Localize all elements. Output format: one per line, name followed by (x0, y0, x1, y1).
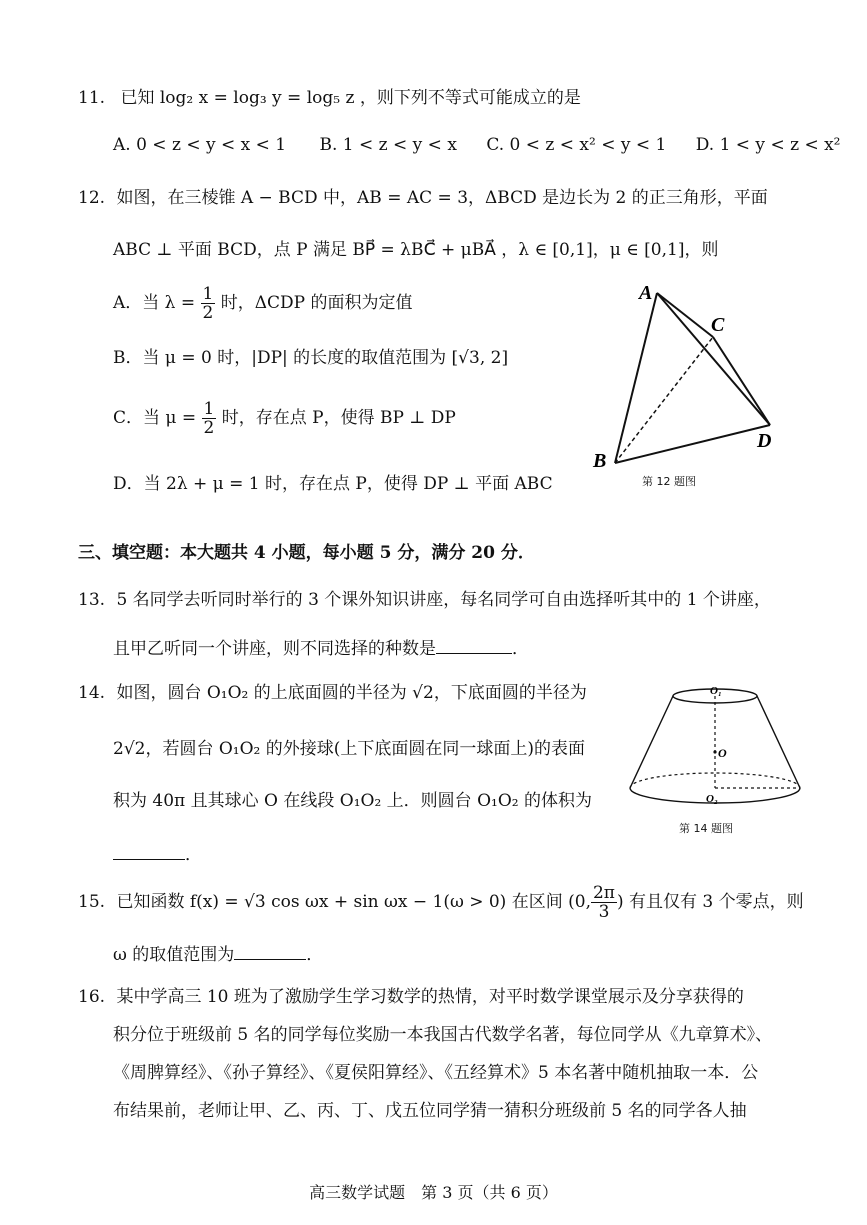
q11-option-a: A. 0 < z < y < x < 1 (113, 135, 287, 155)
vertex-d-label: D (757, 430, 772, 452)
q11-stem-line (78, 86, 581, 110)
q15-line-2 (113, 941, 323, 967)
q16-line-4 (113, 1099, 747, 1123)
q12-stem-1: 如图，在三棱锥 A − BCD 中，AB = AC = 3，ΔBCD 是边长为 2 的正三角形，平面 (116, 188, 768, 208)
q11-option-d: D. 1 < y < z < x² (695, 135, 841, 155)
edge-cd (713, 337, 770, 425)
vertex-c-label: C (711, 314, 725, 336)
vertex-b-label: B (593, 450, 607, 472)
fraction-two-pi-over-three (591, 884, 617, 921)
q14-line-1 (78, 681, 587, 705)
o2-label: O₂ (706, 793, 718, 805)
q15-period: ． (306, 945, 324, 965)
q13-stem-2: 且甲乙听同一个讲座，则不同选择的种数是 (113, 639, 436, 659)
q14-answer-blank[interactable] (113, 841, 185, 860)
q12-option-c-post: 时，存在点 P，使得 BP ⊥ DP (221, 408, 456, 428)
q12-option-a (113, 283, 413, 323)
q15-line-1 (78, 882, 804, 922)
left-generatrix (630, 696, 673, 788)
q14-line-4 (113, 841, 202, 867)
q15-stem-2: ω 的取值范围为 (113, 945, 235, 965)
q14-number: 14. (78, 683, 106, 703)
q12-option-d (113, 472, 553, 496)
right-generatrix (757, 696, 800, 788)
q13-line-1 (78, 588, 771, 612)
q13-period: ． (512, 639, 529, 659)
q11-stem: 已知 log₂ x = log₃ y = log₅ z ，则下列不等式可能成立的是 (120, 88, 581, 108)
fraction-half (201, 285, 216, 322)
q11-option-b: B. 1 < z < y < x (319, 135, 457, 155)
q16-line-3 (113, 1061, 758, 1085)
q12-line-2 (113, 238, 718, 262)
fraction-denominator: 2 (202, 303, 214, 323)
q12-option-c (113, 398, 456, 438)
o-label: O (718, 746, 727, 760)
q14-period: ． (185, 845, 202, 865)
q12-option-d-text: D．当 2λ + μ = 1 时，存在点 P，使得 DP ⊥ 平面 ABC (113, 474, 553, 494)
q14-line-2 (113, 737, 585, 761)
q14-stem-2: 2√2，若圆台 O₁O₂ 的外接球(上下底面圆在同一球面上)的表面 (113, 739, 586, 759)
q15-stem-1-pre: 已知函数 f(x) = √3 cos ωx + sin ωx − 1(ω > 0) 在区间 (0, (116, 892, 591, 912)
q12-option-b (113, 346, 508, 370)
q13-line-2 (113, 635, 529, 661)
q12-option-c-pre: C．当 μ = (113, 408, 197, 428)
q12-number: 12. (78, 188, 106, 208)
q14-stem-3: 积为 40π 且其球心 O 在线段 O₁O₂ 上．则圆台 O₁O₂ 的体积为 (113, 791, 592, 811)
q14-figure-caption: 第 14 题图 (679, 822, 733, 835)
q14-line-3 (113, 789, 592, 813)
fraction-denominator: 3 (598, 902, 610, 922)
q11-number: 11. (78, 88, 106, 108)
fraction-numerator: 1 (202, 284, 214, 304)
edge-ab (615, 293, 657, 463)
q16-stem-1: 某中学高三 10 班为了激励学生学习数学的热情，对平时数学课堂展示及分享获得的 (116, 987, 744, 1007)
q12-tetrahedron-figure (585, 275, 790, 475)
q14-stem-1: 如图，圆台 O₁O₂ 的上底面圆的半径为 √2，下底面圆的半径为 (116, 683, 587, 703)
fraction-half (202, 400, 217, 437)
center-o-dot (713, 750, 716, 753)
q15-number: 15. (78, 892, 106, 912)
o1-label: O₁ (710, 685, 722, 697)
q12-line-1 (78, 186, 768, 210)
page-footer: 高三数学试题 第 3 页（共 6 页） (309, 1183, 558, 1202)
q14-frustum-figure (622, 680, 808, 820)
q16-stem-4: 布结果前，老师让甲、乙、丙、丁、戊五位同学猜一猜积分班级前 5 名的同学各人抽 (113, 1101, 747, 1121)
q16-stem-2: 积分位于班级前 5 名的同学每位奖励一本我国古代数学名著，每位同学从《九章算术》、 (113, 1025, 773, 1045)
q15-stem-1-post: ) 有且仅有 3 个零点，则 (616, 892, 804, 912)
q12-figure-caption: 第 12 题图 (642, 475, 696, 488)
q12-option-a-pre: A．当 λ = (113, 293, 196, 313)
q13-answer-blank[interactable] (436, 635, 512, 654)
q16-number: 16. (78, 987, 106, 1007)
edge-ac (657, 293, 713, 337)
edge-bd (615, 425, 770, 463)
q13-number: 13. (78, 590, 106, 610)
fraction-numerator: 2π (592, 883, 615, 903)
q16-line-1 (78, 985, 744, 1009)
edge-ad (657, 293, 770, 425)
q12-stem-2: ABC ⊥ 平面 BCD，点 P 满足 BP⃗ = λBC⃗ + μBA⃗ ，λ ∈ [0,1]，μ ∈ [0,1]，则 (113, 240, 719, 260)
q16-line-2 (113, 1023, 772, 1047)
q11-options (113, 133, 841, 157)
q15-answer-blank[interactable] (234, 941, 306, 960)
fraction-denominator: 2 (203, 418, 215, 438)
fraction-numerator: 1 (203, 399, 215, 419)
vertex-a-label: A (639, 282, 653, 304)
q13-stem-1: 5 名同学去听同时举行的 3 个课外知识讲座，每名同学可自由选择听其中的 1 个讲座， (116, 590, 771, 610)
q12-option-a-post: 时，ΔCDP 的面积为定值 (220, 293, 413, 313)
q12-option-b-text: B．当 μ = 0 时，|DP| 的长度的取值范围为 [√3, 2] (113, 348, 509, 368)
section-3-title: 三、填空题：本大题共 4 小题，每小题 5 分，满分 20 分． (78, 543, 535, 563)
q11-option-c: C. 0 < z < x² < y < 1 (486, 135, 667, 155)
q16-stem-3: 《周脾算经》、《孙子算经》、《夏侯阳算经》、《五经算术》5 本名著中随机抽取一本．公 (113, 1063, 759, 1083)
